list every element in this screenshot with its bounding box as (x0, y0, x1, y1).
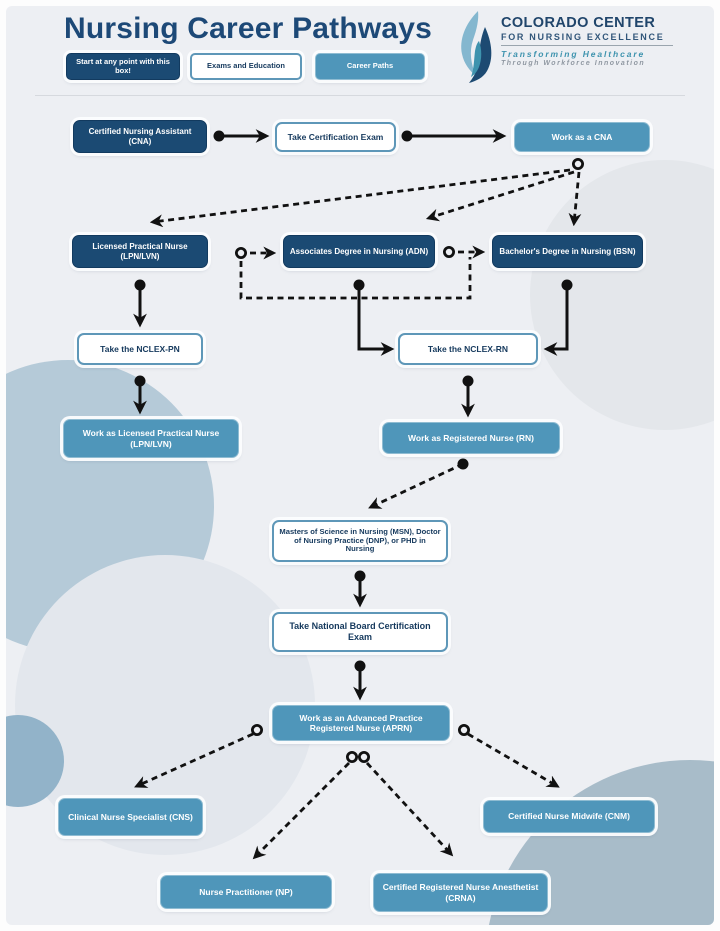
legend-exams-box: Exams and Education (190, 53, 302, 80)
node-crna: Certified Registered Nurse Anesthetist (CRNA) (373, 873, 548, 912)
node-msn-dnp-phd: Masters of Science in Nursing (MSN), Doctor of Nursing Practice (DNP), or PHD in Nursing (272, 520, 448, 562)
node-cns: Clinical Nurse Specialist (CNS) (58, 798, 203, 836)
legend-start-box: Start at any point with this box! (66, 53, 180, 80)
decorative-circle-top-right (530, 160, 714, 430)
node-adn: Associates Degree in Nursing (ADN) (283, 235, 435, 268)
logo-name-line1: COLORADO CENTER (501, 15, 656, 31)
node-work-as-rn: Work as Registered Nurse (RN) (382, 422, 560, 454)
node-national-board-exam: Take National Board Certification Exam (272, 612, 448, 652)
node-aprn: Work as an Advanced Practice Registered Nurse (APRN) (272, 705, 450, 741)
logo-tagline-line2: Through Workforce Innovation (501, 60, 646, 67)
node-lpn: Licensed Practical Nurse (LPN/LVN) (72, 235, 208, 268)
node-work-as-cna: Work as a CNA (514, 122, 650, 152)
node-bsn: Bachelor's Degree in Nursing (BSN) (492, 235, 643, 268)
node-nclex-rn: Take the NCLEX-RN (398, 333, 538, 365)
infographic-panel (6, 6, 714, 925)
node-cnm: Certified Nurse Midwife (CNM) (483, 800, 655, 833)
logo-name-line2: FOR NURSING EXCELLENCE (501, 32, 665, 42)
node-nclex-pn: Take the NCLEX-PN (77, 333, 203, 365)
header-divider (35, 95, 685, 96)
logo-tagline-line1: Transforming Healthcare (501, 49, 646, 59)
colorado-center-logo (455, 9, 711, 85)
node-cna: Certified Nursing Assistant (CNA) (73, 120, 207, 153)
page-title: Nursing Career Pathways (64, 12, 433, 45)
node-work-as-lpn: Work as Licensed Practical Nurse (LPN/LVN) (63, 419, 239, 458)
node-certification-exam: Take Certification Exam (275, 122, 396, 152)
node-np: Nurse Practitioner (NP) (160, 875, 332, 909)
logo-divider (501, 45, 673, 46)
legend-career-box: Career Paths (315, 53, 425, 80)
flame-icon (455, 11, 497, 83)
